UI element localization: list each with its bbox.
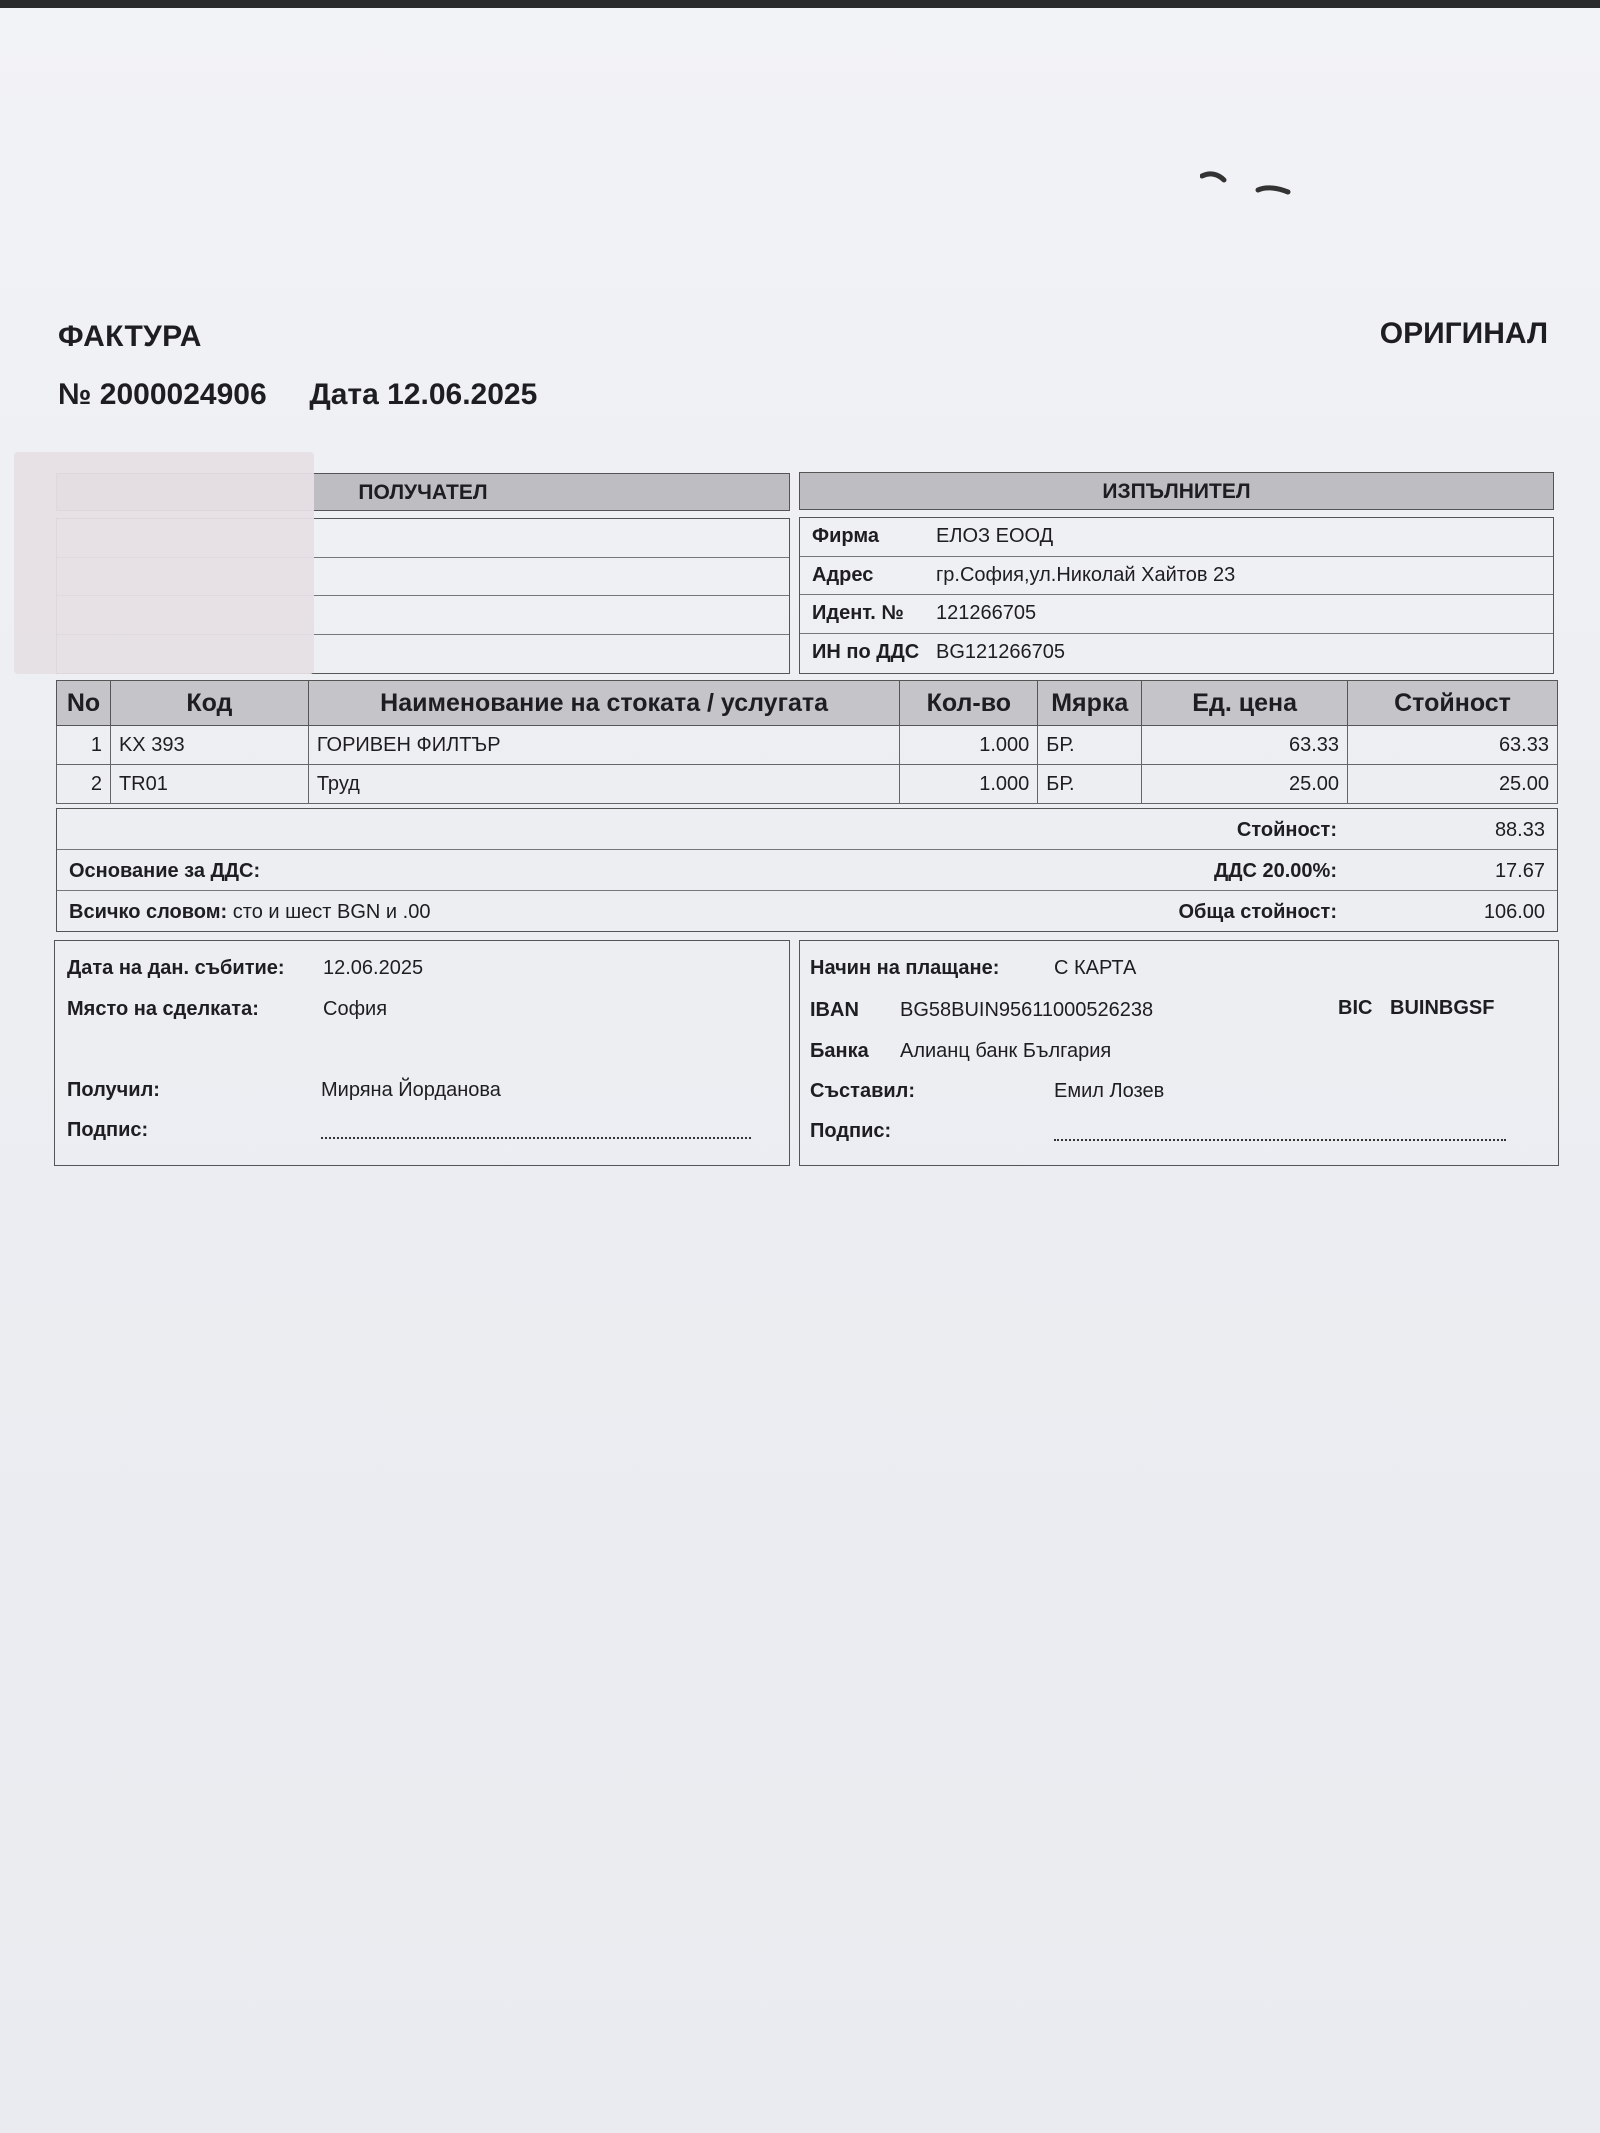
address-value: гр.София,ул.Николай Хайтов 23 bbox=[936, 563, 1236, 586]
redaction-patch bbox=[14, 452, 314, 674]
col-unit: Мярка bbox=[1038, 681, 1142, 726]
invoice-number-line bbox=[58, 378, 537, 412]
total-label: Обща стойност: bbox=[1178, 901, 1337, 923]
table-row bbox=[57, 765, 1558, 804]
row-code: KX 393 bbox=[110, 726, 308, 765]
pen-mark bbox=[1200, 170, 1295, 200]
vat-value: 17.67 bbox=[1494, 860, 1545, 882]
payment-label: Начин на плащане: bbox=[810, 957, 1000, 979]
received-by: Миряна Йорданова bbox=[321, 1079, 501, 1101]
bic-value: BUINBGSF bbox=[1390, 997, 1495, 1019]
copy-type: ОРИГИНАЛ bbox=[1379, 317, 1548, 350]
words-line bbox=[69, 901, 430, 924]
firm-value: ЕЛОЗ ЕООД bbox=[936, 525, 1054, 548]
tax-event-label: Дата на дан. събитие: bbox=[67, 957, 285, 979]
subtotal-label: Стойност: bbox=[1236, 819, 1337, 841]
bic-label: BIC bbox=[1338, 997, 1373, 1019]
footer-right-box bbox=[799, 940, 1559, 1166]
row-value: 25.00 bbox=[1348, 765, 1558, 804]
vat-basis-label: Основание за ДДС: bbox=[69, 860, 261, 882]
place-label: Място на сделката: bbox=[67, 998, 259, 1020]
row-price: 25.00 bbox=[1142, 765, 1348, 804]
vat-id-label: ИН по ДДС bbox=[812, 641, 920, 664]
date-label: Дата bbox=[309, 378, 379, 411]
row-price: 63.33 bbox=[1142, 726, 1348, 765]
words-label: Всичко словом: bbox=[69, 901, 228, 923]
bank-value: Алианц банк България bbox=[900, 1040, 1112, 1062]
compiled-label: Съставил: bbox=[810, 1080, 916, 1102]
col-price: Ед. цена bbox=[1142, 681, 1348, 726]
invoice-number: 2000024906 bbox=[99, 378, 267, 411]
vat-row bbox=[57, 850, 1557, 891]
vat-id-value: BG121266705 bbox=[936, 641, 1066, 664]
document-title: ФАКТУРА bbox=[58, 320, 202, 353]
signature-line bbox=[1054, 1139, 1506, 1141]
tax-event-date: 12.06.2025 bbox=[323, 957, 424, 979]
invoice-date: 12.06.2025 bbox=[387, 378, 538, 411]
table-row bbox=[57, 726, 1558, 765]
recipient-header: ПОЛУЧАТЕЛ bbox=[56, 473, 790, 511]
number-label: № bbox=[58, 378, 92, 411]
background-edge bbox=[0, 0, 1600, 8]
id-label: Идент. № bbox=[812, 602, 904, 625]
subtotal-value: 88.33 bbox=[1494, 819, 1545, 841]
row-name: ГОРИВЕН ФИЛТЪР bbox=[308, 726, 900, 765]
table-header-row bbox=[57, 681, 1558, 726]
row-code: TR01 bbox=[110, 765, 308, 804]
compiled-by: Емил Лозев bbox=[1054, 1080, 1165, 1102]
row-unit: БР. bbox=[1038, 726, 1142, 765]
supplier-vat-row bbox=[800, 634, 1553, 673]
row-qty: 1.000 bbox=[900, 726, 1038, 765]
supplier-box bbox=[799, 517, 1554, 674]
iban-label: IBAN bbox=[810, 999, 859, 1021]
footer-left-box bbox=[54, 940, 790, 1166]
bank-label: Банка bbox=[810, 1040, 869, 1062]
supplier-firm-row bbox=[800, 518, 1553, 557]
col-no: No bbox=[57, 681, 111, 726]
words-value: сто и шест BGN и .00 bbox=[232, 901, 431, 923]
row-value: 63.33 bbox=[1348, 726, 1558, 765]
col-name: Наименование на стоката / услугата bbox=[308, 681, 900, 726]
totals-block bbox=[56, 808, 1558, 932]
col-qty: Кол-во bbox=[900, 681, 1038, 726]
id-value: 121266705 bbox=[936, 602, 1037, 625]
firm-label: Фирма bbox=[812, 525, 879, 548]
payment-value: С КАРТА bbox=[1054, 957, 1137, 979]
row-no: 2 bbox=[57, 765, 111, 804]
signature-line bbox=[321, 1137, 751, 1139]
total-row bbox=[57, 891, 1557, 932]
supplier-header: ИЗПЪЛНИТЕЛ bbox=[799, 472, 1554, 510]
row-unit: БР. bbox=[1038, 765, 1142, 804]
received-label: Получил: bbox=[67, 1079, 160, 1101]
address-label: Адрес bbox=[812, 563, 874, 586]
signature-label: Подпис: bbox=[810, 1120, 892, 1142]
col-value: Стойност bbox=[1348, 681, 1558, 726]
total-value: 106.00 bbox=[1483, 901, 1545, 923]
supplier-id-row bbox=[800, 595, 1553, 634]
supplier-address-row bbox=[800, 557, 1553, 596]
row-qty: 1.000 bbox=[900, 765, 1038, 804]
iban-value: BG58BUIN95611000526238 bbox=[900, 999, 1154, 1021]
signature-label: Подпис: bbox=[67, 1119, 149, 1141]
items-table bbox=[56, 680, 1558, 804]
col-code: Код bbox=[110, 681, 308, 726]
row-no: 1 bbox=[57, 726, 111, 765]
vat-label: ДДС 20.00%: bbox=[1214, 860, 1337, 882]
row-name: Труд bbox=[308, 765, 900, 804]
subtotal-row bbox=[57, 809, 1557, 850]
place-value: София bbox=[323, 998, 388, 1020]
